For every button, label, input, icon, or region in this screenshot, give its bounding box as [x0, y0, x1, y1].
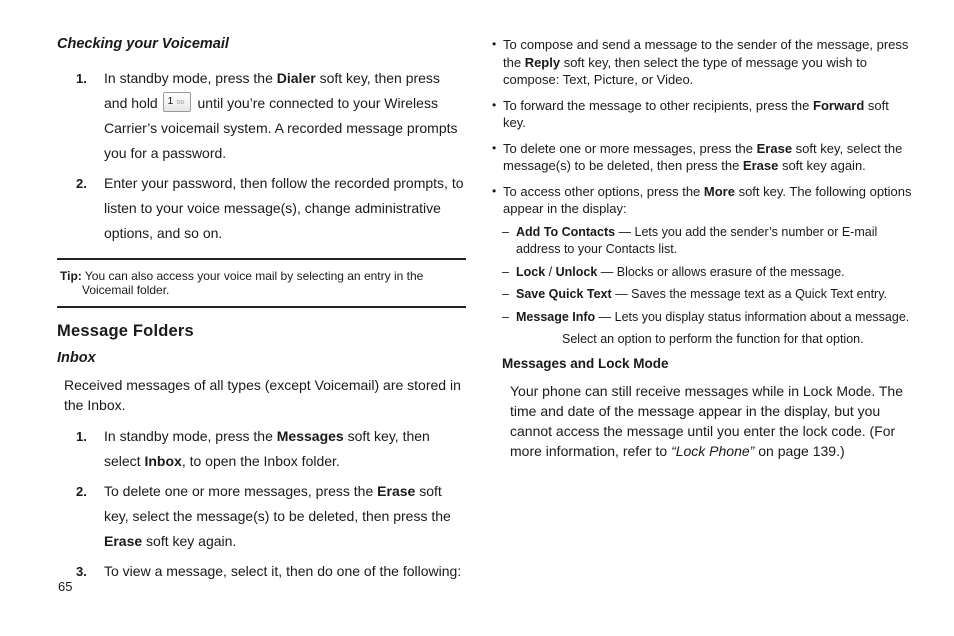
voicemail-steps — [57, 66, 467, 246]
lock-text: on page 139.) — [754, 443, 845, 459]
keyword-erase: Erase — [104, 533, 143, 549]
view-options-bullets — [443, 36, 913, 218]
keyword-inbox: Inbox — [144, 453, 182, 469]
option-unlock: Unlock — [555, 264, 598, 279]
bullet-text: soft key, select the message(s) to be deleted, then press the — [503, 140, 903, 173]
right-column — [492, 36, 913, 461]
step-text: soft key, select the message(s) to be deleted, then press the — [104, 483, 451, 524]
one-key-icon — [163, 92, 191, 112]
option-text: — Saves the message text as a Quick Text entry. — [611, 287, 888, 301]
keyword-erase: Erase — [742, 158, 779, 173]
list-item — [57, 171, 467, 246]
tip-text-continued: Voicemail folder. — [82, 283, 170, 297]
list-item — [443, 36, 913, 89]
page-number: 65 — [58, 579, 73, 594]
keyword-erase: Erase — [756, 140, 793, 156]
keyword-reply: Reply — [524, 54, 561, 70]
step-text: soft key, then select — [104, 428, 430, 469]
option-text: — Lets you display status information about a message. — [595, 309, 910, 324]
option-message-info: Message Info — [516, 309, 596, 324]
step-text: To delete one or more messages, press the — [104, 483, 378, 499]
select-note: Select an option to perform the function for that option. — [562, 332, 864, 346]
lock-mode-heading: Messages and Lock Mode — [502, 356, 669, 371]
step-number: 3. — [76, 564, 87, 579]
step-text: To view a message, select it, then do one of the following: — [104, 563, 462, 579]
option-text: — Lets you add the sender’s number or E-mail address to your Contacts list. — [516, 224, 878, 256]
inbox-heading: Inbox — [57, 350, 96, 366]
list-item — [443, 309, 913, 327]
list-item — [443, 264, 913, 282]
bullet-icon: • — [492, 37, 497, 51]
tip-box — [57, 258, 466, 308]
bullet-text: To delete one or more messages, press the — [503, 140, 757, 156]
step-number: 1. — [76, 71, 87, 86]
step-text: soft key, then press and hold — [104, 70, 440, 111]
voicemail-icon: oo — [176, 99, 185, 106]
option-lock: Lock — [516, 264, 546, 279]
step-number: 2. — [76, 176, 87, 191]
bullet-text: soft key, then select the type of message you wish to compose: Text, Picture, or Video. — [503, 54, 867, 87]
lock-text: Your phone can still receive messages while in Lock Mode. The time and date of the message appear in the display, but you cannot access the message until you enter the lock code. (For more information, refer to — [510, 383, 903, 459]
bullet-icon: • — [492, 140, 497, 155]
voicemail-heading: Checking your Voicemail — [57, 36, 229, 52]
bullet-text: To forward the message to other recipients, press the — [503, 97, 813, 113]
keyword-erase: Erase — [377, 483, 416, 499]
bullet-text: soft key. — [503, 97, 889, 130]
list-item — [57, 424, 467, 474]
tip-text: You can also access your voice mail by selecting an entry in the — [81, 269, 424, 283]
step-text: Enter your password, then follow the recorded prompts, to listen to your voice message(s), change administrative options, and so on. — [104, 175, 464, 241]
bullet-text: soft key. The following options appear in the display: — [503, 183, 912, 216]
bullet-text: soft key again. — [778, 158, 866, 173]
keyword-messages: Messages — [276, 428, 344, 444]
lock-phone-reference: “Lock Phone” — [671, 443, 755, 459]
bullet-icon: • — [492, 97, 497, 112]
keyword-more: More — [703, 183, 735, 199]
list-item — [443, 224, 913, 259]
keyword-forward: Forward — [813, 97, 865, 113]
option-save-quick-text: Save Quick Text — [516, 287, 612, 301]
step-text: until you’re connected to your Wireless Carrier’s voicemail system. A recorded message prompts you for a password. — [104, 95, 458, 161]
key-digit: 1 — [167, 96, 174, 107]
dash-icon: – — [502, 309, 509, 324]
keyword-dialer: Dialer — [276, 70, 316, 86]
list-item — [443, 140, 913, 175]
list-item — [57, 66, 467, 166]
step-number: 2. — [76, 484, 87, 499]
step-text: In standby mode, press the — [104, 70, 277, 86]
tip-label: Tip: — [60, 269, 82, 283]
option-add-to-contacts: Add To Contacts — [516, 224, 616, 239]
list-item — [57, 559, 467, 584]
lock-mode-paragraph — [503, 381, 913, 461]
more-options-list — [443, 224, 913, 327]
inbox-steps — [57, 424, 467, 584]
list-item — [57, 479, 467, 554]
list-item — [443, 97, 913, 132]
step-text: , to open the Inbox folder. — [181, 453, 340, 469]
bullet-icon: • — [492, 183, 497, 198]
option-text: — Blocks or allows erasure of the message. — [597, 264, 845, 279]
list-item — [443, 286, 913, 304]
inbox-intro: Received messages of all types (except Voicemail) are stored in the Inbox. — [64, 377, 461, 413]
bullet-text: To access other options, press the — [503, 183, 704, 199]
step-number: 1. — [76, 429, 87, 444]
message-folders-heading: Message Folders — [57, 322, 194, 340]
dash-icon: – — [502, 264, 509, 279]
step-text: In standby mode, press the — [104, 428, 277, 444]
option-separator: / — [545, 264, 556, 279]
dash-icon: – — [502, 287, 509, 301]
list-item — [443, 183, 913, 218]
bullet-text: To compose and send a message to the sender of the message, press the — [503, 37, 909, 70]
dash-icon: – — [502, 224, 509, 239]
step-text: soft key again. — [142, 533, 237, 549]
left-column — [57, 36, 467, 584]
